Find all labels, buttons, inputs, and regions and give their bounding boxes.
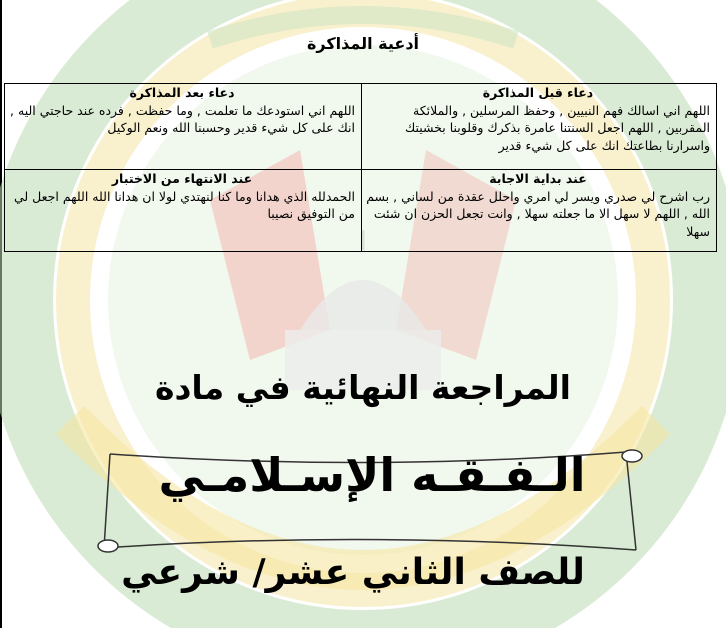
prayers-table <box>4 83 717 252</box>
grade-text: للصف الثاني عشر/ شرعي <box>121 552 585 593</box>
prayer-heading: عند الانتهاء من الاختبار <box>111 171 253 186</box>
prayer-after-study-cell <box>5 84 362 170</box>
subject-title: الـفـقـه الإسـلامـي <box>158 448 586 502</box>
prayer-text: رب اشرح لي صدري ويسر لي امري واحلل عقدة من لساني , بسم الله , اللهم لا سهل الا ما جعلته سهلا , وانت تجعل الحزن ان شئت سهلا <box>366 188 710 239</box>
prayer-before-study-cell <box>362 84 717 170</box>
prayer-heading: دعاء بعد المذاكرة <box>129 85 235 100</box>
grade-heading <box>0 552 726 593</box>
prayer-heading: عند بداية الاجابة <box>489 171 587 186</box>
prayer-text: اللهم اني استودعك ما تعلمت , وما حفظت , فرده عند حاجتي اليه , انك على كل شيء قدير وحسبنا الله ونعم الوكيل <box>10 102 355 135</box>
prayer-exam-end-cell <box>5 170 362 252</box>
final-review-heading: المراجعة النهائية في مادة <box>154 368 571 407</box>
prayer-exam-start-cell <box>362 170 717 252</box>
page-title: أدعية المذاكرة <box>306 34 420 53</box>
prayer-heading: دعاء قبل المذاكرة <box>482 85 594 100</box>
prayer-text: اللهم اني اسالك فهم النبيين , وحفظ المرسلين , والملائكة المقربين , اللهم اجعل السنتنا عامرة بذكرك وقلوبنا بخشيتك واسرارنا بطاعتك انك على كل شيء قدير <box>404 102 710 153</box>
prayer-text: الحمدلله الذي هدانا وما كنا لنهتدي لولا ان هدانا الله اللهم اجعل لي من التوفيق نصيبا <box>13 188 355 221</box>
